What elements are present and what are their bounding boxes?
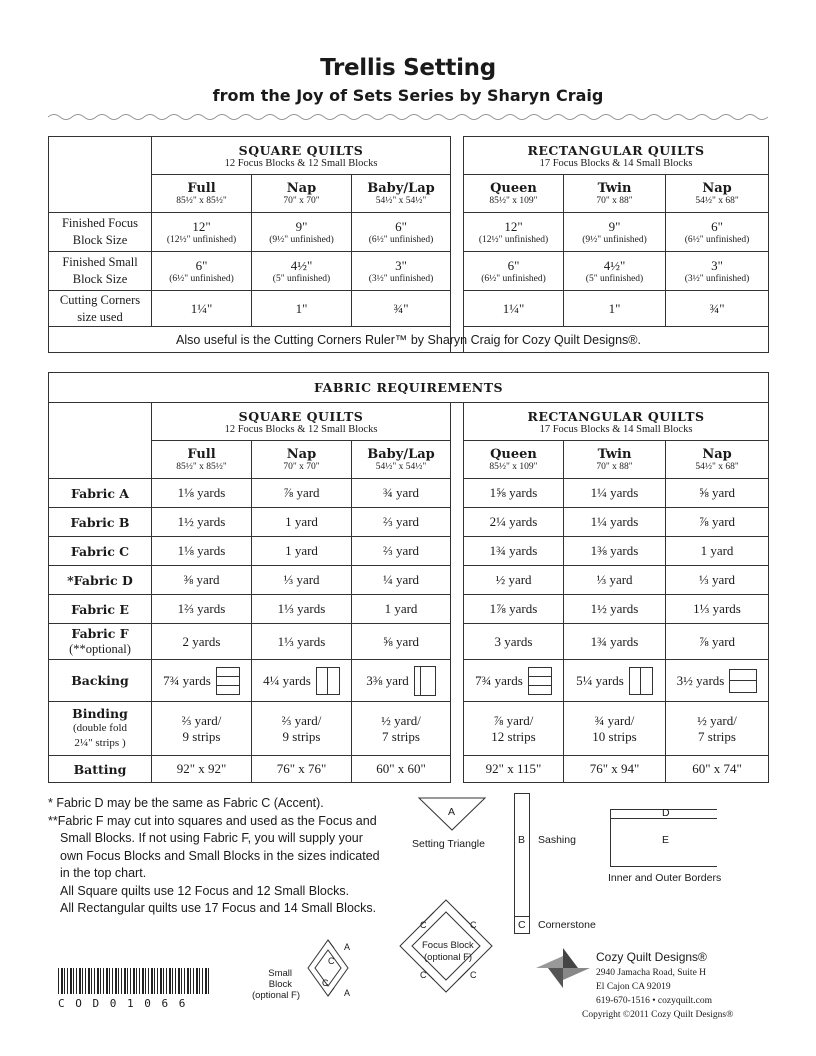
table-cell: 9" (9½" unfinished)	[252, 213, 352, 252]
table-cell: 12" (12½" unfinished)	[464, 213, 564, 252]
rect-quilts-header: RECTANGULAR QUILTS 17 Focus Blocks & 14 Small Blocks	[464, 403, 769, 441]
page-subtitle: from the Joy of Sets Series by Sharyn Craig	[212, 86, 604, 105]
copyright: Copyright ©2011 Cozy Quilt Designs®	[582, 1010, 734, 1020]
small-block-label: Block	[268, 979, 292, 990]
column-gap	[451, 403, 464, 783]
table-cell: 9" (9½" unfinished)	[564, 213, 666, 252]
row-label: Fabric A	[49, 479, 152, 508]
table-cell: ⅓ yard	[252, 566, 352, 595]
size-header: Full 85½" x 85½"	[152, 441, 252, 479]
table-cell: 3 yards	[464, 624, 564, 660]
backing-vertical-icon	[316, 667, 340, 695]
fabric-requirements-title: FABRIC REQUIREMENTS	[49, 373, 769, 403]
corner-cell	[49, 403, 152, 479]
table-cell: ½ yard/ 7 strips	[352, 702, 451, 756]
border-e-letter: E	[662, 834, 670, 846]
table-cell: 1"	[252, 291, 352, 327]
row-label: Fabric B	[49, 508, 152, 537]
table-cell: 7¾ yards	[152, 660, 252, 702]
row-label: Cutting Corners size used	[49, 291, 152, 327]
table-cell: 6" (6½" unfinished)	[152, 252, 252, 291]
table-cell: ⅔ yard/ 9 strips	[152, 702, 252, 756]
row-label: Finished Focus Block Size	[49, 213, 152, 252]
table-cell: 1¼"	[464, 291, 564, 327]
table-cell: ⅜ yard	[152, 566, 252, 595]
company-address: 2940 Jamacha Road, Suite H	[596, 968, 707, 978]
triangle-letter: A	[448, 806, 456, 818]
corner-letter: C	[470, 920, 477, 930]
footnote: **Fabric F may cut into squares and used as the Focus and	[48, 813, 377, 828]
small-block-optional: (optional F)	[251, 990, 300, 1001]
table-cell: 4½" (5" unfinished)	[564, 252, 666, 291]
row-label: Finished Small Block Size	[49, 252, 152, 291]
table-cell: 1¾ yards	[464, 537, 564, 566]
table-row	[49, 756, 769, 783]
barcode	[58, 968, 210, 994]
table-footer-note: Also useful is the Cutting Corners Ruler™ by Sharyn Craig for Cozy Quilt Designs®.	[49, 327, 769, 353]
footnote: All Rectangular quilts use 17 Focus and 14 Small Blocks.	[60, 901, 377, 915]
row-label: Fabric E	[49, 595, 152, 624]
table-cell: ¾ yard/ 10 strips	[564, 702, 666, 756]
corner-cell	[49, 137, 152, 213]
row-label: Fabric C	[49, 537, 152, 566]
table-row	[49, 213, 769, 252]
table-cell: ¾"	[352, 291, 451, 327]
table-cell: 12" (12½" unfinished)	[152, 213, 252, 252]
table-cell: 1¾ yards	[564, 624, 666, 660]
table-cell: 1¼ yards	[564, 479, 666, 508]
table-cell: 1 yard	[666, 537, 769, 566]
table-cell: 2 yards	[152, 624, 252, 660]
table-row	[49, 252, 769, 291]
table-cell: 4½" (5" unfinished)	[252, 252, 352, 291]
table-cell: 1⅝ yards	[464, 479, 564, 508]
backing-horizontal-icon	[729, 669, 757, 693]
company-name: Cozy Quilt Designs®	[596, 950, 707, 964]
row-label: Batting	[49, 756, 152, 783]
table-cell: 1⅛ yards	[152, 537, 252, 566]
table-cell: 92" x 115"	[464, 756, 564, 783]
table-cell: ¼ yard	[352, 566, 451, 595]
backing-vertical-icon	[629, 667, 653, 695]
table-cell: ⅔ yard/ 9 strips	[252, 702, 352, 756]
cornerstone-letter: C	[518, 919, 526, 931]
table-cell: 3½ yards	[666, 660, 769, 702]
border-d-letter: D	[662, 807, 670, 819]
footnote: All Square quilts use 12 Focus and 12 Small Blocks.	[60, 883, 350, 898]
company-contact: 619-670-1516 • cozyquilt.com	[596, 996, 712, 1006]
table-cell: 3" (3½" unfinished)	[666, 252, 769, 291]
square-quilts-title: SQUARE QUILTS	[238, 142, 364, 158]
table-row	[49, 702, 769, 756]
corner-letter: C	[470, 970, 477, 980]
table-row	[49, 479, 769, 508]
table-cell: ⅝ yard	[352, 624, 451, 660]
row-label: Backing	[49, 660, 152, 702]
table-cell: 76" x 94"	[564, 756, 666, 783]
row-label: Binding (double fold 2¼" strips )	[49, 702, 152, 756]
cornerstone-label: Cornerstone	[538, 919, 596, 931]
size-header: Baby/Lap 54½" x 54½"	[352, 441, 451, 479]
square-quilts-subtitle: 12 Focus Blocks & 12 Small Blocks	[224, 157, 378, 169]
table-row	[49, 291, 769, 327]
footnote: Small Blocks. If not using Fabric F, you will supply your	[60, 831, 363, 845]
size-header: Baby/Lap 54½" x 54½"	[352, 175, 451, 213]
table-cell: 1 yard	[252, 508, 352, 537]
company-city: El Cajon CA 92019	[596, 982, 671, 992]
table-cell: 1 yard	[352, 595, 451, 624]
table-cell: 6" (6½" unfinished)	[352, 213, 451, 252]
sashing-letter: B	[518, 834, 526, 846]
table-cell: 6" (6½" unfinished)	[666, 213, 769, 252]
rect-quilts-subtitle: 17 Focus Blocks & 14 Small Blocks	[539, 157, 693, 169]
footnotes	[48, 795, 408, 918]
table-cell: 3⅜ yard	[352, 660, 451, 702]
table-row	[49, 537, 769, 566]
backing-horizontal-icon	[528, 667, 552, 695]
sashing-diagram	[514, 793, 530, 917]
size-header: Twin 70" x 88"	[564, 175, 666, 213]
small-a-letter: A	[344, 942, 351, 952]
table-cell: 7¾ yards	[464, 660, 564, 702]
table-cell: ¾ yard	[352, 479, 451, 508]
table-row	[49, 660, 769, 702]
table-cell: 1½ yards	[152, 508, 252, 537]
table-cell: ⅞ yard/ 12 strips	[464, 702, 564, 756]
table-row	[49, 624, 769, 660]
table-cell: 76" x 76"	[252, 756, 352, 783]
square-quilts-header	[152, 137, 451, 175]
borders-label: Inner and Outer Borders	[608, 872, 722, 884]
table-cell: ⅔ yard	[352, 508, 451, 537]
setting-triangle-label: Setting Triangle	[412, 838, 485, 850]
table-cell: 1½ yards	[564, 595, 666, 624]
fabric-requirements-table	[48, 372, 769, 783]
table-cell: ⅔ yard	[352, 537, 451, 566]
table-cell: 1 yard	[252, 537, 352, 566]
rect-quilts-header	[464, 137, 769, 175]
table-cell: 60" x 60"	[352, 756, 451, 783]
size-header: Twin 70" x 88"	[564, 441, 666, 479]
backing-vertical-icon	[414, 666, 436, 696]
square-quilts-header: SQUARE QUILTS 12 Focus Blocks & 12 Small Blocks	[152, 403, 451, 441]
footnote: * Fabric D may be the same as Fabric C (Accent).	[48, 796, 324, 810]
page-title: Trellis Setting	[320, 55, 496, 81]
table-cell: ½ yard/ 7 strips	[666, 702, 769, 756]
footnote: own Focus Blocks and Small Blocks in the sizes indicated	[60, 848, 380, 863]
table-cell: ⅞ yard	[252, 479, 352, 508]
table-cell: 1⅜ yards	[564, 537, 666, 566]
table-cell: 1⅓ yards	[252, 624, 352, 660]
table-cell: 2¼ yards	[464, 508, 564, 537]
block-size-table	[48, 136, 769, 353]
table-row	[49, 566, 769, 595]
table-cell: 1⅛ yards	[152, 479, 252, 508]
table-cell: 1⅞ yards	[464, 595, 564, 624]
size-header: Queen 85½" x 109"	[464, 441, 564, 479]
size-header: Nap 70" x 70"	[252, 441, 352, 479]
table-cell: 60" x 74"	[666, 756, 769, 783]
table-cell: 92" x 92"	[152, 756, 252, 783]
footnote: in the top chart.	[60, 866, 147, 880]
rect-quilts-title: RECTANGULAR QUILTS	[527, 142, 705, 158]
backing-horizontal-icon	[216, 667, 240, 695]
size-header: Nap 54½" x 68"	[666, 441, 769, 479]
pinwheel-logo	[534, 946, 592, 990]
corner-letter: C	[420, 920, 427, 930]
size-header: Nap 54½" x 68"	[666, 175, 769, 213]
corner-letter: C	[420, 970, 427, 980]
table-cell: ⅞ yard	[666, 624, 769, 660]
column-gap	[451, 137, 464, 353]
table-cell: ⅝ yard	[666, 479, 769, 508]
barcode-text: C O D 0 1 0 6 6	[58, 997, 188, 1010]
sashing-label: Sashing	[538, 834, 576, 846]
wavy-divider	[48, 112, 768, 122]
focus-block-label: Focus Block	[422, 940, 474, 951]
size-header: Queen 85½" x 109"	[464, 175, 564, 213]
size-header: Full 85½" x 85½"	[152, 175, 252, 213]
table-cell: 1¼"	[152, 291, 252, 327]
table-cell: ½ yard	[464, 566, 564, 595]
table-row	[49, 508, 769, 537]
table-row	[49, 595, 769, 624]
table-cell: 1⅔ yards	[152, 595, 252, 624]
small-block-label: Small	[268, 968, 292, 979]
focus-block-optional: (optional F)	[424, 952, 473, 963]
table-cell: 1¼ yards	[564, 508, 666, 537]
row-label: *Fabric D	[49, 566, 152, 595]
table-cell: 1⅓ yards	[252, 595, 352, 624]
table-cell: 4¼ yards	[252, 660, 352, 702]
table-cell: ⅓ yard	[666, 566, 769, 595]
table-cell: 1⅓ yards	[666, 595, 769, 624]
table-cell: 6" (6½" unfinished)	[464, 252, 564, 291]
small-c-letter: C	[328, 956, 335, 966]
table-cell: 3" (3½" unfinished)	[352, 252, 451, 291]
table-cell: ¾"	[666, 291, 769, 327]
small-c-letter: C	[322, 978, 329, 988]
size-header: Nap 70" x 70"	[252, 175, 352, 213]
row-label: Fabric F (**optional)	[49, 624, 152, 660]
table-cell: 1"	[564, 291, 666, 327]
small-a-letter: A	[344, 988, 351, 998]
table-cell: ⅞ yard	[666, 508, 769, 537]
table-cell: ⅓ yard	[564, 566, 666, 595]
table-cell: 5¼ yards	[564, 660, 666, 702]
